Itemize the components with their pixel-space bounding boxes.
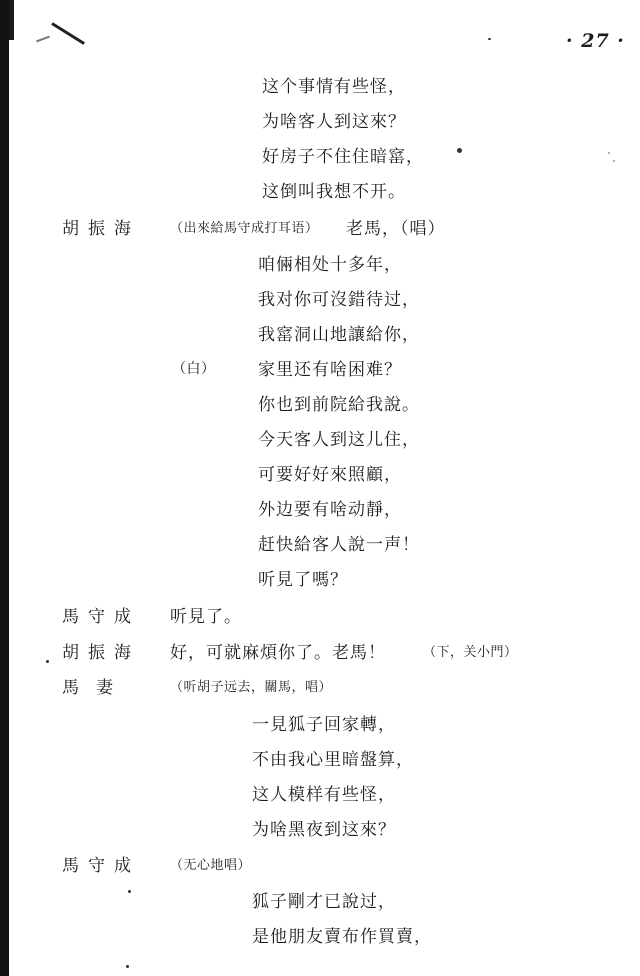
verse-line: 好房子不住住暗窰， bbox=[262, 147, 424, 167]
speaker-name: 馬守成 bbox=[62, 856, 140, 876]
stage-direction: （下，关小門） bbox=[423, 645, 518, 660]
ink-speck bbox=[608, 152, 610, 154]
verse-line: 是他朋友賣布作買賣， bbox=[252, 927, 432, 947]
verse-line: 你也到前院給我說。 bbox=[258, 395, 420, 415]
verse-line: 这个事情有些怪， bbox=[262, 77, 406, 97]
verse-line: 听見了嗎？ bbox=[258, 570, 348, 590]
verse-line: 为啥客人到这來？ bbox=[262, 112, 406, 132]
ink-speck bbox=[457, 148, 462, 153]
verse-line: 家里还有啥困难？ bbox=[258, 360, 402, 380]
verse-line: 我对你可沒錯待过， bbox=[258, 290, 420, 310]
verse-line: 一見狐子回家轉， bbox=[252, 715, 396, 735]
page-number: · 27 · bbox=[566, 30, 625, 52]
verse-line: 狐子剛才已說过， bbox=[252, 892, 396, 912]
speaker-name: 馬守成 bbox=[62, 607, 140, 627]
verse-line: 可要好好來照顧， bbox=[258, 465, 402, 485]
verse-line: 为啥黑夜到这來？ bbox=[252, 820, 396, 840]
ink-speck bbox=[613, 160, 615, 162]
ink-speck bbox=[46, 660, 49, 663]
dialogue-text: 老馬，（唱） bbox=[346, 219, 446, 239]
ink-mark bbox=[51, 22, 85, 45]
verse-line: 今天客人到这儿住， bbox=[258, 430, 420, 450]
dialogue-text: 好，可就麻煩你了。老馬！ bbox=[170, 643, 386, 663]
speaker-name: 胡振海 bbox=[62, 219, 140, 239]
verse-line: 咱倆相处十多年， bbox=[258, 255, 402, 275]
ink-mark bbox=[36, 36, 50, 43]
verse-line: 外边要有啥动靜， bbox=[258, 500, 402, 520]
verse-line: 这人模样有些怪， bbox=[252, 785, 396, 805]
book-spine-shadow bbox=[0, 0, 9, 976]
stage-direction: （白） bbox=[172, 361, 216, 377]
stage-direction: （听胡子远去，關馬，唱） bbox=[170, 680, 333, 695]
speaker-name: 胡振海 bbox=[62, 643, 140, 663]
speaker-name: 馬 妻 bbox=[62, 678, 113, 698]
dialogue-text: 听見了。 bbox=[170, 607, 242, 627]
ink-speck bbox=[488, 38, 491, 40]
stage-direction: （出來給馬守成打耳语） bbox=[170, 221, 319, 236]
verse-line: 不由我心里暗盤算， bbox=[252, 750, 414, 770]
verse-line: 赶快給客人說一声！ bbox=[258, 535, 420, 555]
ink-speck bbox=[126, 965, 129, 968]
verse-line: 这倒叫我想不开。 bbox=[262, 182, 406, 202]
stage-direction: （无心地唱） bbox=[170, 858, 252, 873]
book-spine-notch bbox=[9, 0, 14, 40]
ink-speck bbox=[128, 890, 131, 893]
verse-line: 我窰洞山地讓給你， bbox=[258, 325, 420, 345]
